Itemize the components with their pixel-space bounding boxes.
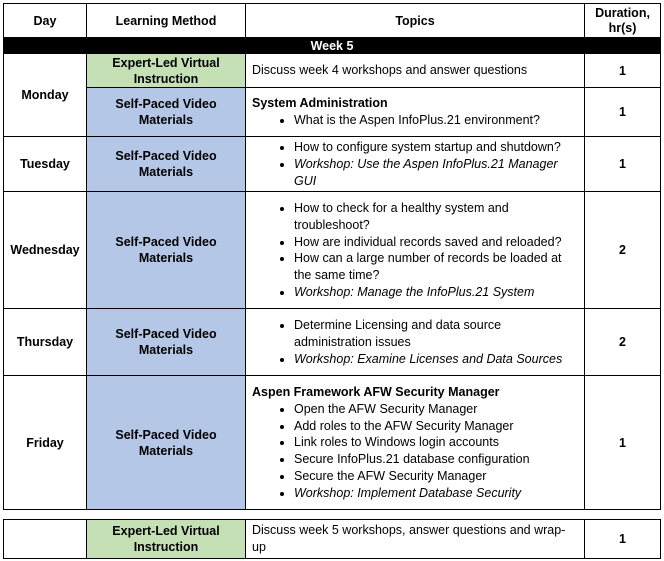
list-item: • How to check for a healthy system and troubleshoot? [294,200,578,234]
day-empty [4,520,87,559]
topic-heading: Aspen Framework AFW Security Manager [252,385,500,400]
duration-value: 1 [585,520,661,559]
method-cell: Self-Paced Video Materials [87,309,246,376]
topic-list [252,401,578,502]
duration-value: 1 [585,88,661,137]
duration-value: 1 [585,54,661,88]
topic-heading: System Administration [252,96,388,111]
list-item: • Secure InfoPlus.21 database configuration [294,451,578,468]
list-item: • Add roles to the AFW Security Manager [294,418,578,435]
day-tuesday: Tuesday [4,137,87,192]
duration-value: 2 [585,309,661,376]
duration-value: 1 [585,137,661,192]
table-row [4,520,661,559]
topics-cell [246,88,585,137]
day-wednesday: Wednesday [4,192,87,309]
header-row [4,4,661,38]
day-thursday: Thursday [4,309,87,376]
wrap-up-table [3,519,661,559]
list-item: • How are individual records saved and reloaded? [294,234,578,251]
topic-list [252,317,578,367]
day-monday: Monday [4,54,87,137]
method-cell: Expert-Led Virtual Instruction [87,54,246,88]
header-duration: Duration, hr(s) [585,4,661,38]
schedule-table [3,3,661,510]
topic-list [252,139,578,189]
list-item: • Open the AFW Security Manager [294,401,578,418]
list-item: • Secure the AFW Security Manager [294,468,578,485]
header-learning-method: Learning Method [87,4,246,38]
table-row [4,376,661,510]
list-item: • Workshop: Manage the InfoPlus.21 System [294,284,578,301]
week-row [4,38,661,54]
table-row [4,88,661,137]
table-row [4,137,661,192]
table-row [4,192,661,309]
method-cell: Self-Paced Video Materials [87,88,246,137]
topic-list [252,112,578,129]
duration-value: 2 [585,192,661,309]
table-row [4,309,661,376]
topic-text: Discuss week 4 workshops and answer questions [246,54,585,88]
list-item: • What is the Aspen InfoPlus.21 environment? [294,112,578,129]
list-item: • Workshop: Use the Aspen InfoPlus.21 Manager GUI [294,156,578,190]
list-item: • How can a large number of records be loaded at the same time? [294,250,578,284]
topics-cell [246,137,585,192]
list-item: • Determine Licensing and data source administration issues [294,317,578,351]
day-friday: Friday [4,376,87,510]
method-cell: Expert-Led Virtual Instruction [87,520,246,559]
topics-cell [246,192,585,309]
method-cell: Self-Paced Video Materials [87,192,246,309]
header-topics: Topics [246,4,585,38]
list-item: • Workshop: Implement Database Security [294,485,578,502]
topics-cell [246,376,585,510]
header-day: Day [4,4,87,38]
method-cell: Self-Paced Video Materials [87,137,246,192]
list-item: • Workshop: Examine Licenses and Data Sources [294,351,578,368]
topics-cell [246,309,585,376]
method-cell: Self-Paced Video Materials [87,376,246,510]
list-item: • Link roles to Windows login accounts [294,434,578,451]
week-label: Week 5 [4,38,661,54]
list-item: • How to configure system startup and shutdown? [294,139,578,156]
duration-value: 1 [585,376,661,510]
topic-text: Discuss week 5 workshops, answer questions and wrap-up [246,520,585,559]
table-row [4,54,661,88]
topic-list [252,200,578,301]
